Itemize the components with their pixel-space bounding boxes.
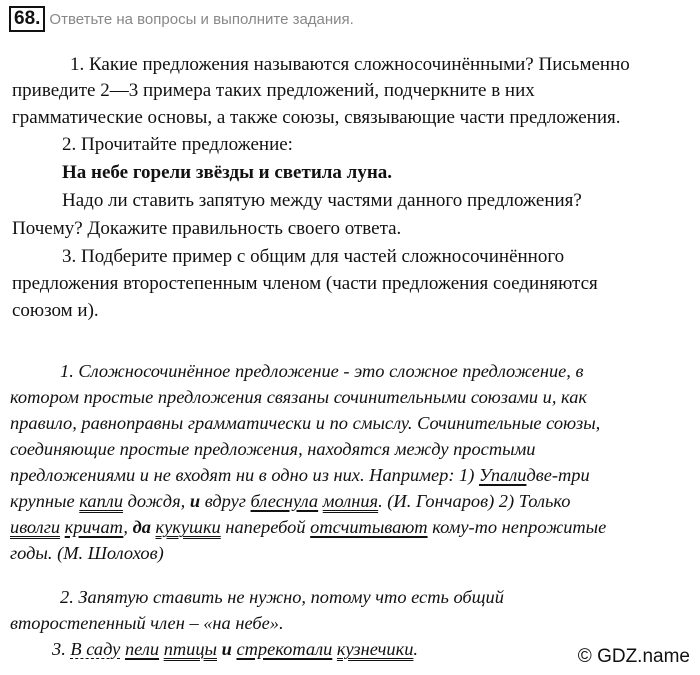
conjunction-da: да (132, 517, 151, 537)
task1-line1: 1. Какие предложения называются сложносочинёнными? Письменно (70, 54, 630, 75)
subject-ivolgi: иволги (10, 517, 61, 537)
conjunction-i-2: и (221, 639, 232, 659)
predicate-strekotali: стрекотали (236, 639, 333, 659)
text-komu-to: кому-то непрожитые (432, 517, 607, 537)
task3-line1: 3. Подберите пример с общим для частей сложносочинённого (62, 246, 565, 267)
predicate-peli: пели (124, 639, 160, 659)
task2-sentence: На небе горели звёзды и светила луна. (62, 162, 393, 183)
subject-ptitsy: птицы (163, 639, 218, 659)
predicate-otschityvayut: отсчитывают (310, 517, 428, 537)
task1-line2: приведите 2—3 примера таких предложений, подчеркните в них (12, 80, 535, 101)
task3-line2: предложения второстепенным членом (части предложения соединяются (12, 273, 598, 294)
text-krupnye: крупные (10, 491, 75, 511)
predicate-upali: Упали (478, 465, 527, 485)
watermark: © GDZ.name (577, 646, 690, 667)
answer3-number: 3. (52, 639, 66, 659)
answer1-line2: котором простые предложения связаны сочинительными союзами и, как (10, 387, 588, 407)
answer2-line2: второстепенный член – «на небе». (10, 613, 284, 633)
exercise-number: 68. (9, 6, 45, 32)
answer1-line5 (10, 462, 700, 488)
circumstance-v-sadu: В саду (70, 639, 121, 659)
answer2-line1: 2. Запятую ставить не нужно, потому что есть общий (60, 587, 504, 607)
predicate-blesnula: блеснула (250, 491, 319, 511)
text-dve-tri: две-три (526, 465, 590, 485)
task2-line3: Надо ли ставить запятую между частями данного предложения? (62, 190, 582, 211)
text-vdrug: вдруг (204, 491, 246, 511)
subject-kuznechiki: кузнечики (336, 639, 414, 659)
answer1-line6 (10, 488, 700, 514)
subject-kukushki: кукушки (155, 517, 221, 537)
exercise-instruction: Ответьте на вопросы и выполните задания. (49, 10, 354, 28)
text-dozhdya: дождя, (127, 491, 186, 511)
answer1-line3: правило, равноправны грамматически и по смыслу. Сочинительные союзы, (10, 413, 601, 433)
task1-line3: грамматические основы, а также союзы, связывающие части предложения. (12, 107, 621, 128)
text-comma: , (123, 517, 128, 537)
text-goncharov: . (И. Гончаров) 2) Только (378, 491, 571, 511)
answer1-line8: годы. (М. Шолохов) (10, 543, 164, 563)
answer1-line7 (10, 514, 700, 540)
task2-line4: Почему? Докажите правильность своего ответа. (12, 218, 402, 239)
conjunction-i: и (189, 491, 201, 511)
task3-line3: союзом и). (12, 300, 99, 321)
predicate-krichat: кричат (64, 517, 124, 537)
subject-molniya: молния (322, 491, 379, 511)
answer1-line4: соединяющие простые предложения, находятся между простыми (10, 439, 536, 459)
task2-line1: 2. Прочитайте предложение: (62, 134, 293, 155)
answer1-line1: 1. Сложносочинённое предложение - это сложное предложение, в (60, 361, 584, 381)
text-naperebo: наперебой (225, 517, 306, 537)
subject-kapli: капли (79, 491, 124, 511)
answer1-line5-text: предложениями и не входят ни в одно из них. Например: 1) (10, 465, 475, 485)
answer3-period: . (413, 639, 419, 659)
exercise-header (9, 6, 354, 32)
